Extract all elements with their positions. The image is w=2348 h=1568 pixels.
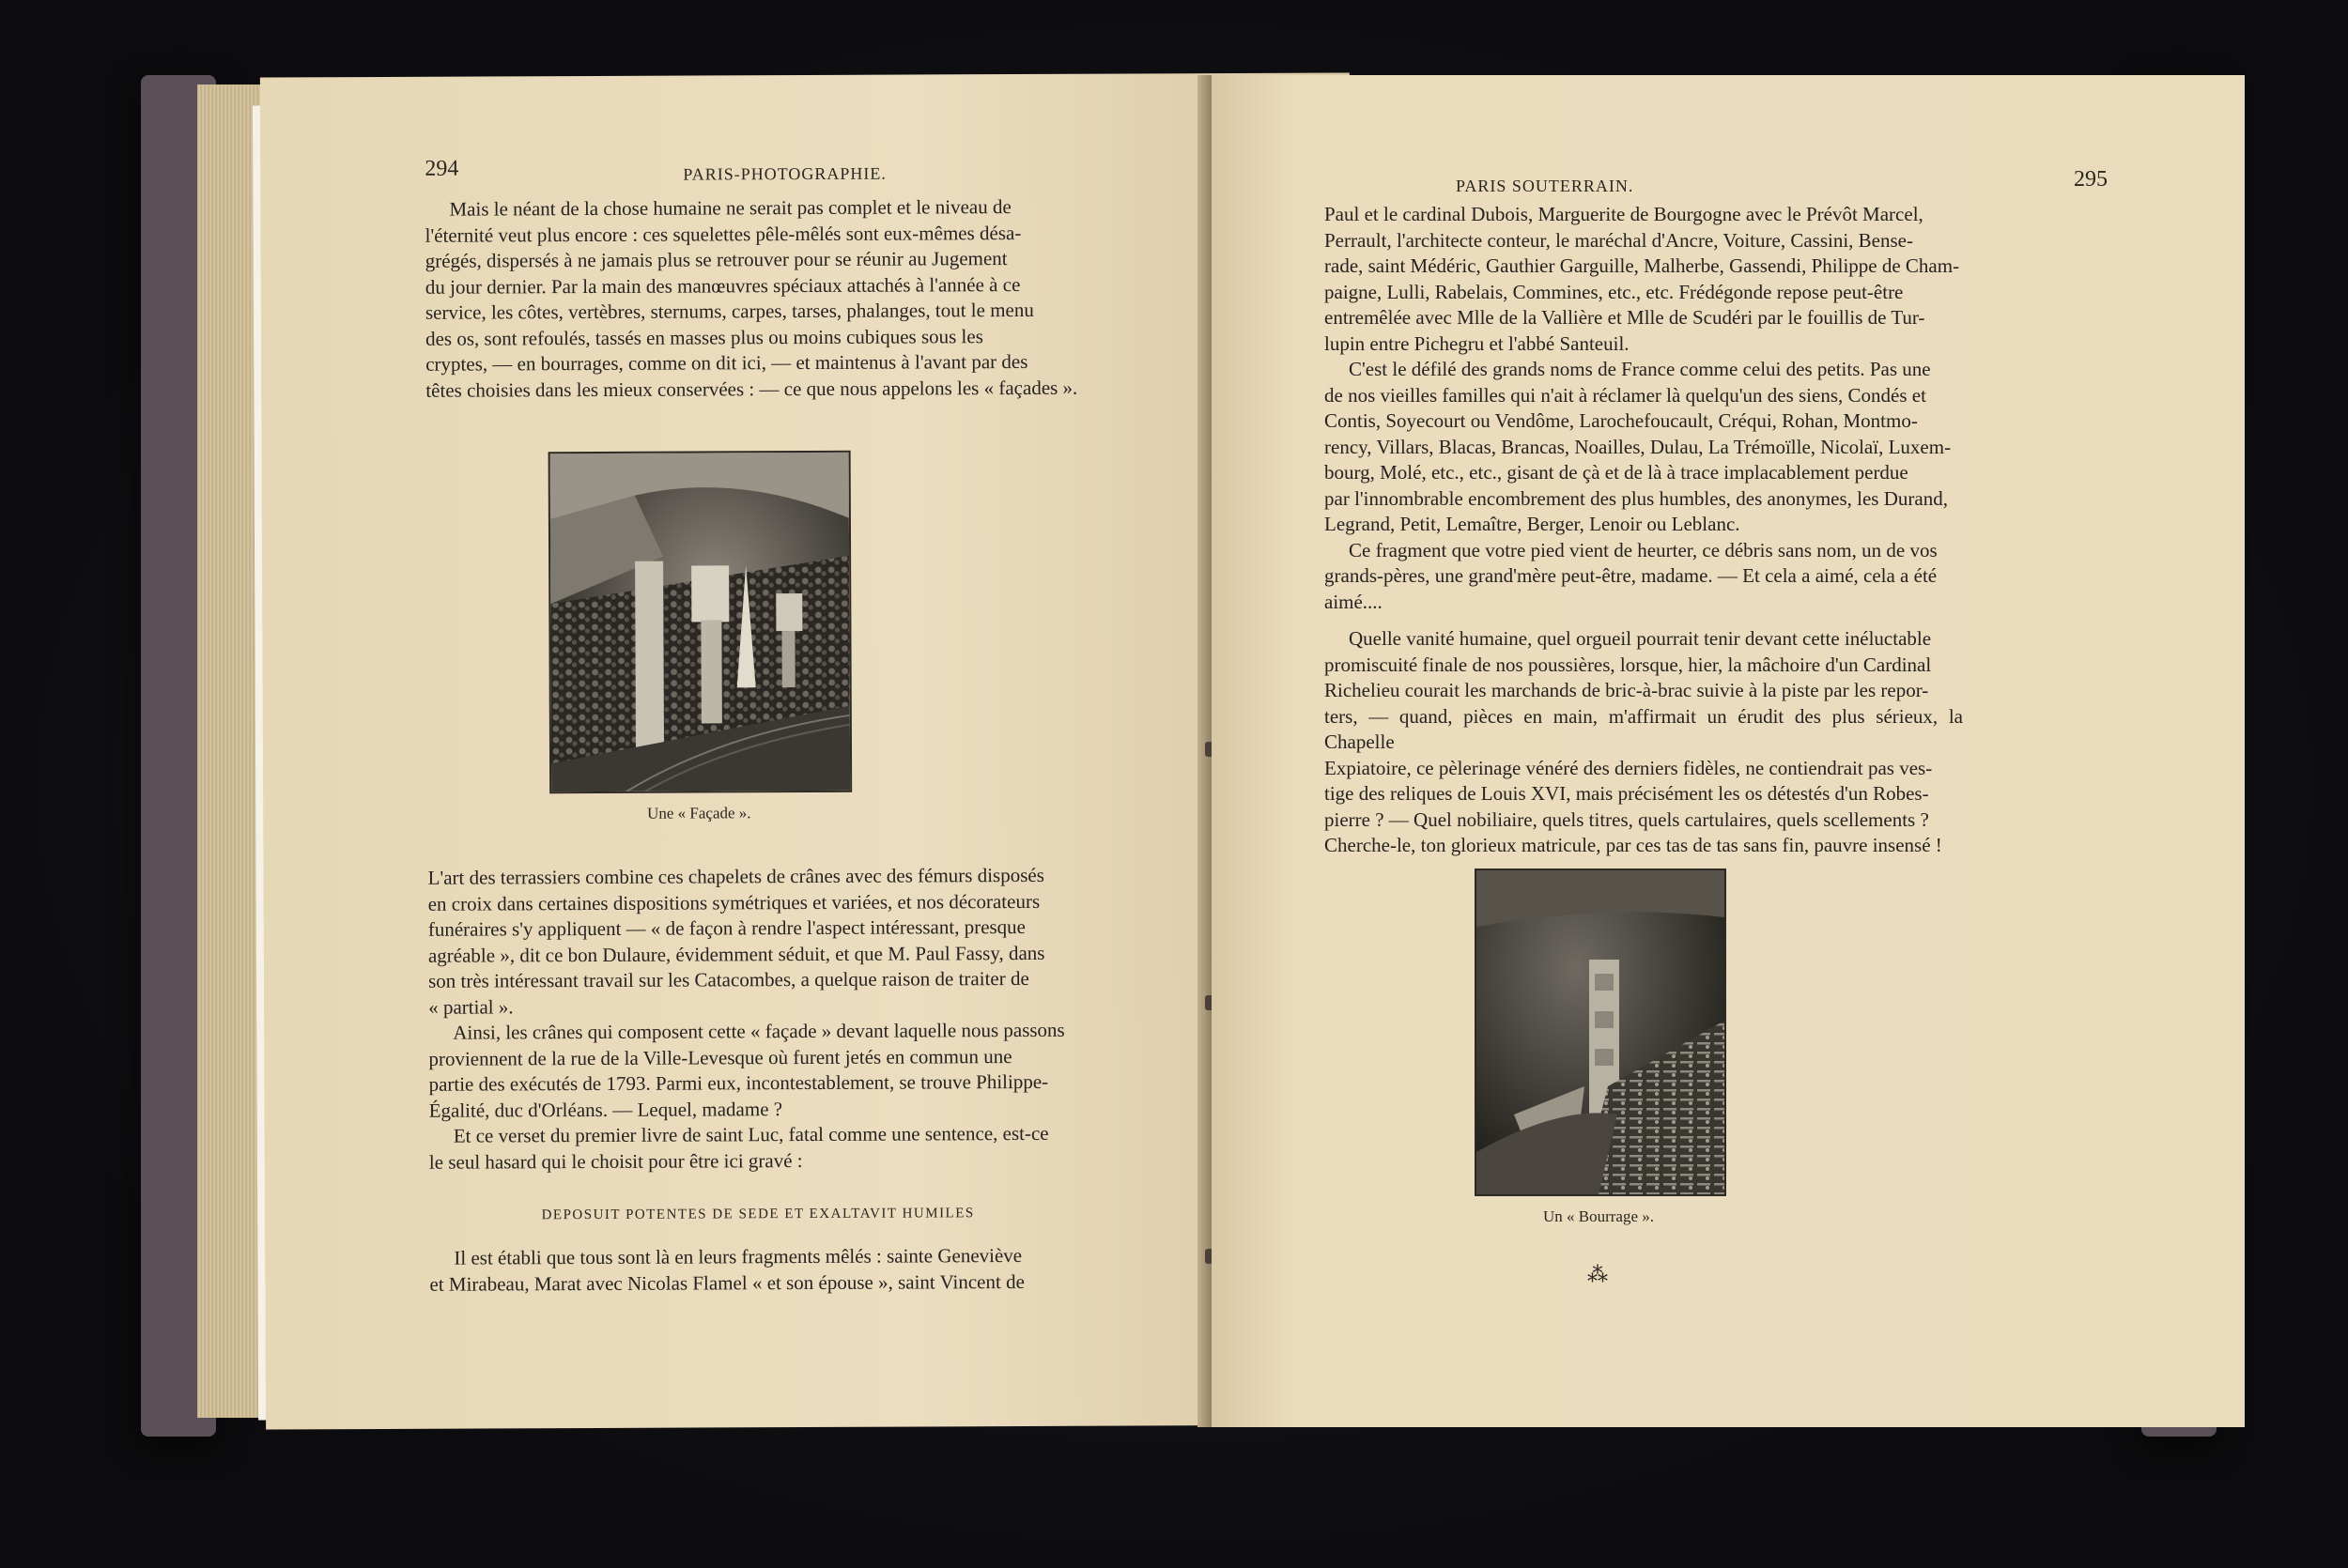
right-page	[1212, 75, 2245, 1427]
text-line: aimé....	[1324, 590, 1383, 613]
text-line: bourg, Molé, etc., etc., gisant de çà et de là à trace implacablement perdue	[1324, 461, 1908, 484]
latin-motto: DEPOSUIT POTENTES DE SEDE ET EXALTAVIT HUMILES	[541, 1206, 975, 1223]
text-line: par l'innombrable encombrement des plus humbles, des anonymes, les Durand,	[1324, 486, 1948, 510]
bourrage-photo	[1475, 869, 1726, 1196]
text-line: son très intéressant travail sur les Catacombes, a quelque raison de traiter de	[428, 966, 1029, 992]
page-number: 295	[2074, 167, 2108, 192]
text-line: Richelieu courait les marchands de bric-à-brac suivie à la piste par les repor-	[1324, 679, 1929, 701]
text-line: de nos vieilles familles qui n'ait à réclamer là quelqu'un des siens, Condés et	[1324, 383, 1926, 407]
text-line: têtes choisies dans les mieux conservées : — ce que nous appelons les « façades ».	[425, 376, 1078, 402]
paragraph-1	[425, 194, 1083, 404]
text-line: « partial ».	[428, 994, 514, 1019]
running-header: PARIS-PHOTOGRAPHIE.	[683, 163, 887, 184]
page-number: 294	[425, 156, 459, 181]
paragraph-1	[1324, 202, 1963, 859]
text-line: l'éternité veut plus encore : ces squelettes pêle-mêlés sont eux-mêmes désa-	[425, 221, 1022, 247]
text-line: agréable », dit ce bon Dulaure, évidemment séduit, et que M. Paul Fassy, dans	[427, 941, 1045, 967]
text-line: paigne, Lulli, Rabelais, Commines, etc., etc. Frédégonde repose peut-être	[1324, 280, 1904, 303]
text-line: Ce fragment que votre pied vient de heurter, ce débris sans nom, un de vos	[1349, 538, 1938, 561]
text-line: service, les côtes, vertèbres, sternums, carpes, tarses, phalanges, tout le menu	[425, 298, 1034, 324]
paragraph-5	[429, 1243, 1087, 1298]
text-line: ters, — quand, pièces en main, m'affirmait un érudit des plus sérieux, la Chapelle	[1324, 704, 1963, 753]
text-line: Mais le néant de la chose humaine ne serait pas complet et le niveau de	[449, 195, 1012, 221]
text-line: Legrand, Petit, Lemaître, Berger, Lenoir ou Leblanc.	[1324, 513, 1740, 535]
text-line: Perrault, l'architecte conteur, le maréchal d'Ancre, Voiture, Cassini, Bense-	[1324, 228, 1913, 252]
text-line: grands-pères, une grand'mère peut-être, madame. — Et cela a aimé, cela a été	[1324, 564, 1938, 587]
text-line: le seul hasard qui le choisit pour être ici gravé :	[428, 1148, 803, 1174]
text-line: des os, sont refoulés, tassés en masses plus ou moins cubiques sous les	[425, 324, 983, 350]
left-page	[260, 72, 1355, 1429]
catacomb-facade-image	[550, 453, 851, 792]
text-line: promiscuité finale de nos poussières, lorsque, hier, la mâchoire d'un Cardinal	[1324, 653, 1932, 676]
catacomb-bourrage-image	[1476, 870, 1724, 1194]
text-line: Égalité, duc d'Orléans. — Lequel, madame ?	[428, 1097, 783, 1122]
text-line: Il est établi que tous sont là en leurs fragments mêlés : sainte Geneviève	[454, 1244, 1023, 1269]
text-line: rency, Villars, Blacas, Brancas, Noailles, Dulau, La Trémoïlle, Nicolaï, Luxem-	[1324, 435, 1952, 458]
text-line: tige des reliques de Louis XVI, mais précisément les os détestés d'un Robes-	[1324, 782, 1929, 805]
text-line: lupin entre Pichegru et l'abbé Santeuil.	[1324, 331, 1630, 355]
text-line: partie des exécutés de 1793. Parmi eux, incontestablement, se trouve Philippe-	[428, 1069, 1049, 1096]
text-line: Ainsi, les crânes qui composent cette « façade » devant laquelle nous passons	[453, 1018, 1065, 1044]
text-line: proviennent de la rue de la Ville-Levesque où furent jetés en commun une	[428, 1044, 1012, 1070]
text-line: entremêlée avec Mlle de la Vallière et Mlle de Scudéri par le fouillis de Tur-	[1324, 306, 1925, 329]
text-line: et Mirabeau, Marat avec Nicolas Flamel « et son épouse », saint Vincent de	[429, 1269, 1025, 1296]
text-line: Et ce verset du premier livre de saint Luc, fatal comme une sentence, est-ce	[453, 1121, 1049, 1147]
text-line: Paul et le cardinal Dubois, Marguerite de Bourgogne avec le Prévôt Marcel,	[1324, 203, 1923, 225]
running-header: PARIS SOUTERRAIN.	[1456, 177, 1634, 195]
facade-photo	[548, 451, 853, 793]
text-line: funéraires s'y appliquent — « de façon à rendre l'aspect intéressant, presque	[427, 915, 1027, 941]
text-line: Contis, Soyecourt ou Vendôme, Larochefoucault, Créqui, Rohan, Montmo-	[1324, 409, 1918, 432]
text-line: pierre ? — Quel nobiliaire, quels titres, quels cartulaires, quels scellements ?	[1324, 807, 1929, 831]
section-asterism: ⁂	[1587, 1263, 1608, 1286]
text-line: du jour dernier. Par la main des manœuvres spéciaux attachés à l'année à ce	[425, 272, 1021, 299]
text-line: en croix dans certaines dispositions symétriques et variées, et nos décorateurs	[427, 889, 1041, 915]
text-line: L'art des terrassiers combine ces chapelets de crânes avec des fémurs disposés	[427, 863, 1044, 889]
text-line: rade, saint Médéric, Gauthier Garguille, Malherbe, Gassendi, Philippe de Cham-	[1324, 254, 1960, 277]
open-book	[141, 56, 2217, 1446]
text-line: Expiatoire, ce pèlerinage vénéré des derniers fidèles, ne contiendrait pas ves-	[1324, 756, 1933, 779]
photo-caption: Un « Bourrage ».	[1542, 1207, 1655, 1225]
text-line: cryptes, — en bourrages, comme on dit ici, — et maintenus à l'avant par des	[425, 349, 1028, 376]
text-line: Cherche-le, ton glorieux matricule, par ces tas de tas sans fin, pauvre insensé !	[1324, 834, 1942, 856]
text-line: C'est le défilé des grands noms de France comme celui des petits. Pas une	[1349, 358, 1931, 380]
paragraph-2	[428, 863, 1087, 1176]
text-line: Quelle vanité humaine, quel orgueil pourrait tenir devant cette inéluctable	[1349, 627, 1932, 650]
photo-caption: Une « Façade ».	[647, 804, 751, 822]
text-line: grégés, dispersés à ne jamais plus se retrouver pour se réunir au Jugement	[425, 247, 1008, 272]
